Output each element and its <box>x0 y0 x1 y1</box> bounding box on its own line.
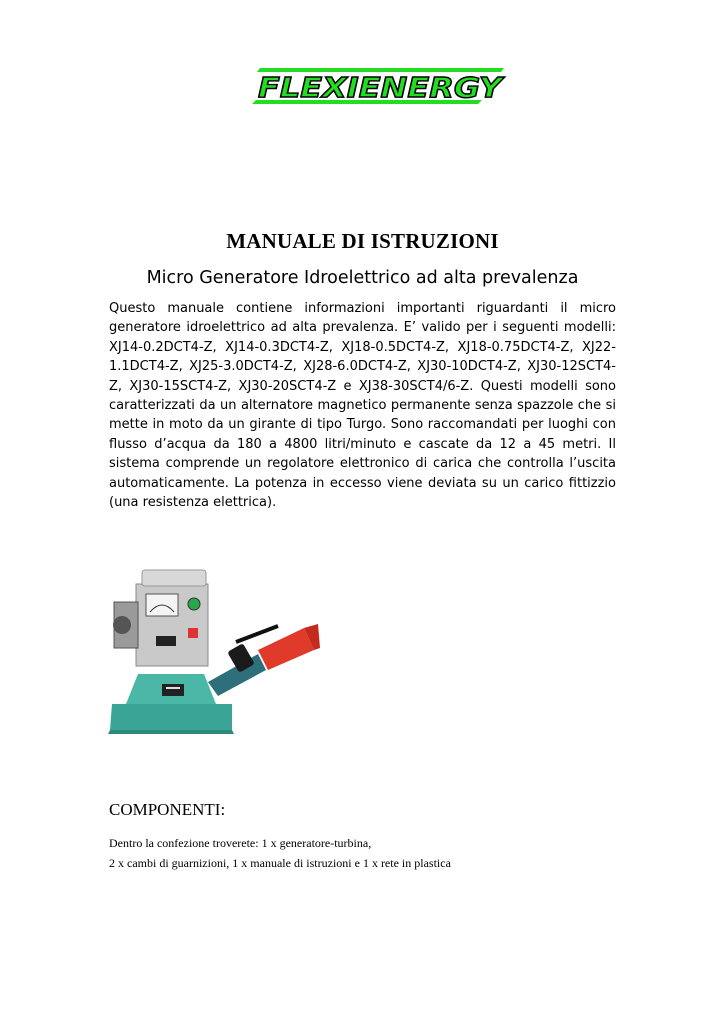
brand-logo <box>252 66 508 106</box>
brand-logo-graphic <box>252 66 508 106</box>
components-line: 2 x cambi di guarnizioni, 1 x manuale di istruzioni e 1 x rete in plastica <box>109 856 451 870</box>
document-subtitle: Micro Generatore Idroelettrico ad alta prevalenza <box>146 268 579 288</box>
components-line: Dentro la confezione troverete: 1 x generatore-turbina, <box>109 836 372 850</box>
components-list <box>109 833 629 873</box>
turbine-generator-image <box>108 562 320 738</box>
product-photo <box>108 562 320 738</box>
intro-paragraph: Questo manuale contiene informazioni importanti riguardanti il micro generatore idroelettrico ad alta prevalenza. E’ valido per i seguenti modelli: XJ14-0.2DCT4-Z, XJ14-0.3DCT4-Z, XJ18-0.5DCT4-Z, XJ18-0.75DCT4-Z, XJ22-1.1DCT4-Z, XJ25-3.0DCT4-Z, XJ28-6.0DCT4-Z, XJ30-10DCT4-Z, XJ30-12SCT4-Z, XJ30-15SCT4-Z, XJ30-20SCT4-Z e XJ38-30SCT4/6-Z. Questi modelli sono caratterizzati da un alternatore magnetico permanente senza spazzole che si mette in moto da un girante di tipo Turgo. Sono raccomandati per luoghi con flusso d’acqua da 180 a 4800 litri/minuto e cascate da 12 a 45 metri. Il sistema comprende un regolatore elettronico di carica che controlla l’uscita automaticamente. La potenza in eccesso viene deviata su un carico fittizzio (una resistenza elettrica). <box>109 301 616 511</box>
document-title: MANUALE DI ISTRUZIONI <box>226 229 499 253</box>
svg-text:FLEXIENERGY: FLEXIENERGY <box>258 71 506 104</box>
components-heading: COMPONENTI: <box>109 800 226 819</box>
